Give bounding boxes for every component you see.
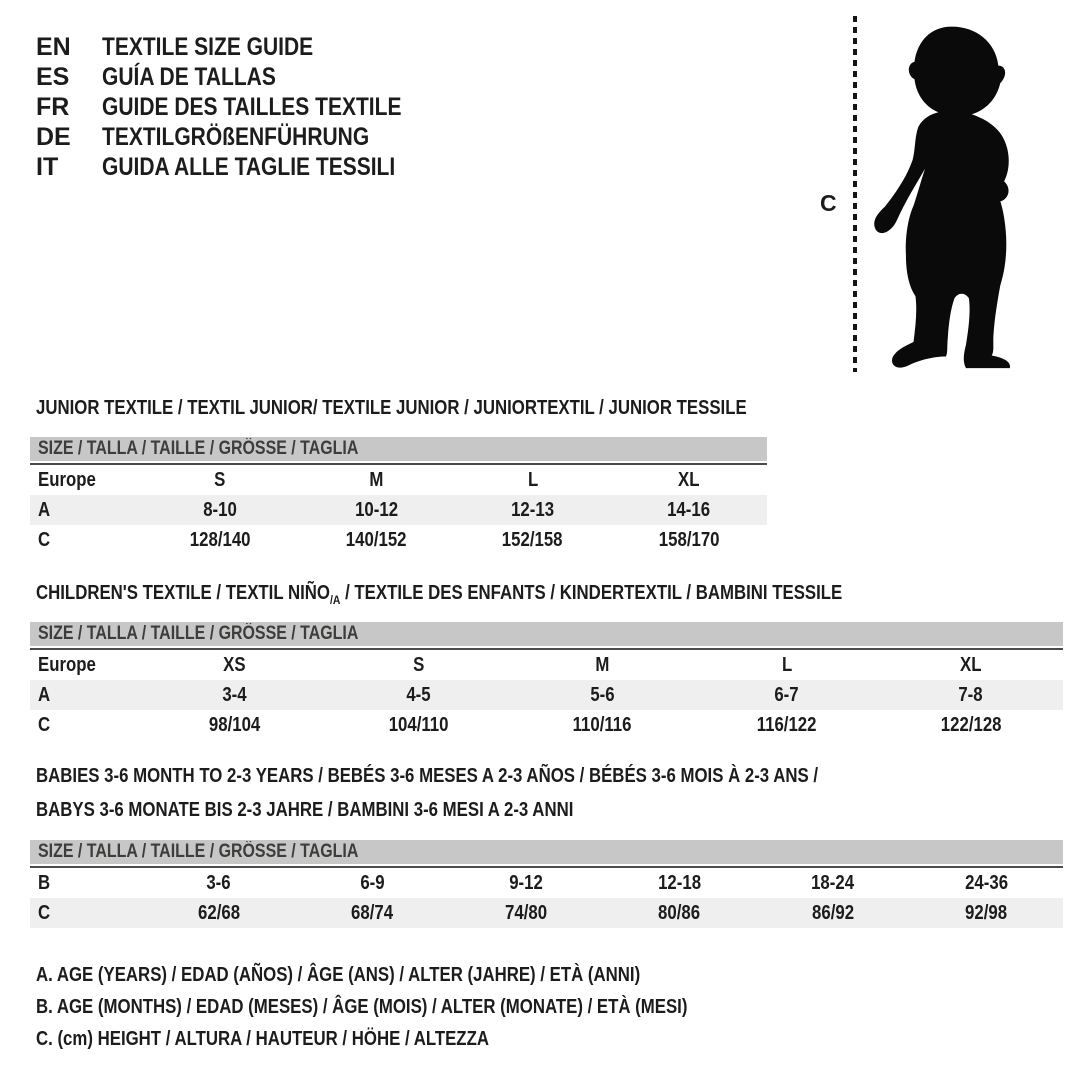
babies-size-table: SIZE / TALLA / TAILLE / GRÖSSE / TAGLIA B 3-6 6-9 9-12 12-18 18-24 24-36 C 62/68 68/74 74/80 80/86 86/92 92/98 (30, 840, 1063, 928)
junior-section-title: JUNIOR TEXTILE / TEXTIL JUNIOR/ TEXTILE JUNIOR / JUNIORTEXTIL / JUNIOR TESSILE (36, 397, 747, 419)
legend-line-b: B. AGE (MONTHS) / EDAD (MESES) / ÂGE (MOIS) / ALTER (MONATE) / ETÀ (MESI) (36, 996, 688, 1018)
lang-code: EN (36, 32, 71, 61)
lang-row-de (36, 122, 459, 152)
lang-code: IT (36, 152, 59, 181)
children-section-title: CHILDREN'S TEXTILE / TEXTIL $NIÑO_{/A}$ / TEXTILE DES ENFANTS / KINDERTEXTIL / BAMBINI TESSILE (36, 582, 843, 607)
size-header-bar: SIZE / TALLA / TAILLE / GRÖSSE / TAGLIA (30, 840, 1063, 864)
guide-title: GUÍA DE TALLAS (102, 62, 276, 91)
junior-size-table: SIZE / TALLA / TAILLE / GRÖSSE / TAGLIA Europe S M L XL A 8-10 10-12 12-13 14-16 C 128/140 140/152 152/158 158/170 (30, 437, 767, 555)
children-size-table: SIZE / TALLA / TAILLE / GRÖSSE / TAGLIA Europe XS S M L XL A 3-4 4-5 5-6 6-7 7-8 C 98/104 104/110 110/116 116/122 122/128 (30, 622, 1063, 740)
height-measure-dotted-line (853, 16, 857, 372)
lang-row-fr (36, 92, 459, 122)
lang-code: ES (36, 62, 70, 91)
lang-code: DE (36, 122, 71, 151)
height-measure-label: C (820, 190, 837, 216)
guide-title: TEXTILE SIZE GUIDE (102, 32, 314, 61)
legend-line-c: C. (cm) HEIGHT / ALTURA / HAUTEUR / HÖHE / ALTEZZA (36, 1028, 489, 1050)
guide-title: GUIDE DES TAILLES TEXTILE (102, 92, 402, 121)
lang-row-en (36, 32, 459, 62)
size-header-bar: SIZE / TALLA / TAILLE / GRÖSSE / TAGLIA (30, 437, 767, 461)
toddler-silhouette (864, 15, 1026, 373)
measure-legend (36, 959, 812, 1055)
babies-section-title: BABIES 3-6 MONTH TO 2-3 YEARS / BEBÉS 3-6 MESES A 2-3 AÑOS / BÉBÉS 3-6 MOIS À 2-3 ANS / BABYS 3-6 MONATE BIS 2-3 JAHRE / BAMBINI 3-6 MESI A 2-3 ANNI (36, 765, 819, 821)
size-header-bar: SIZE / TALLA / TAILLE / GRÖSSE / TAGLIA (30, 622, 1063, 646)
lang-row-it (36, 152, 459, 182)
lang-row-es (36, 62, 459, 92)
lang-code: FR (36, 92, 70, 121)
language-title-list (36, 32, 459, 182)
legend-line-a: A. AGE (YEARS) / EDAD (AÑOS) / ÂGE (ANS) / ALTER (JAHRE) / ETÀ (ANNI) (36, 964, 641, 986)
guide-title: GUIDA ALLE TAGLIE TESSILI (102, 152, 396, 181)
guide-title: TEXTILGRÖßENFÜHRUNG (102, 122, 370, 151)
